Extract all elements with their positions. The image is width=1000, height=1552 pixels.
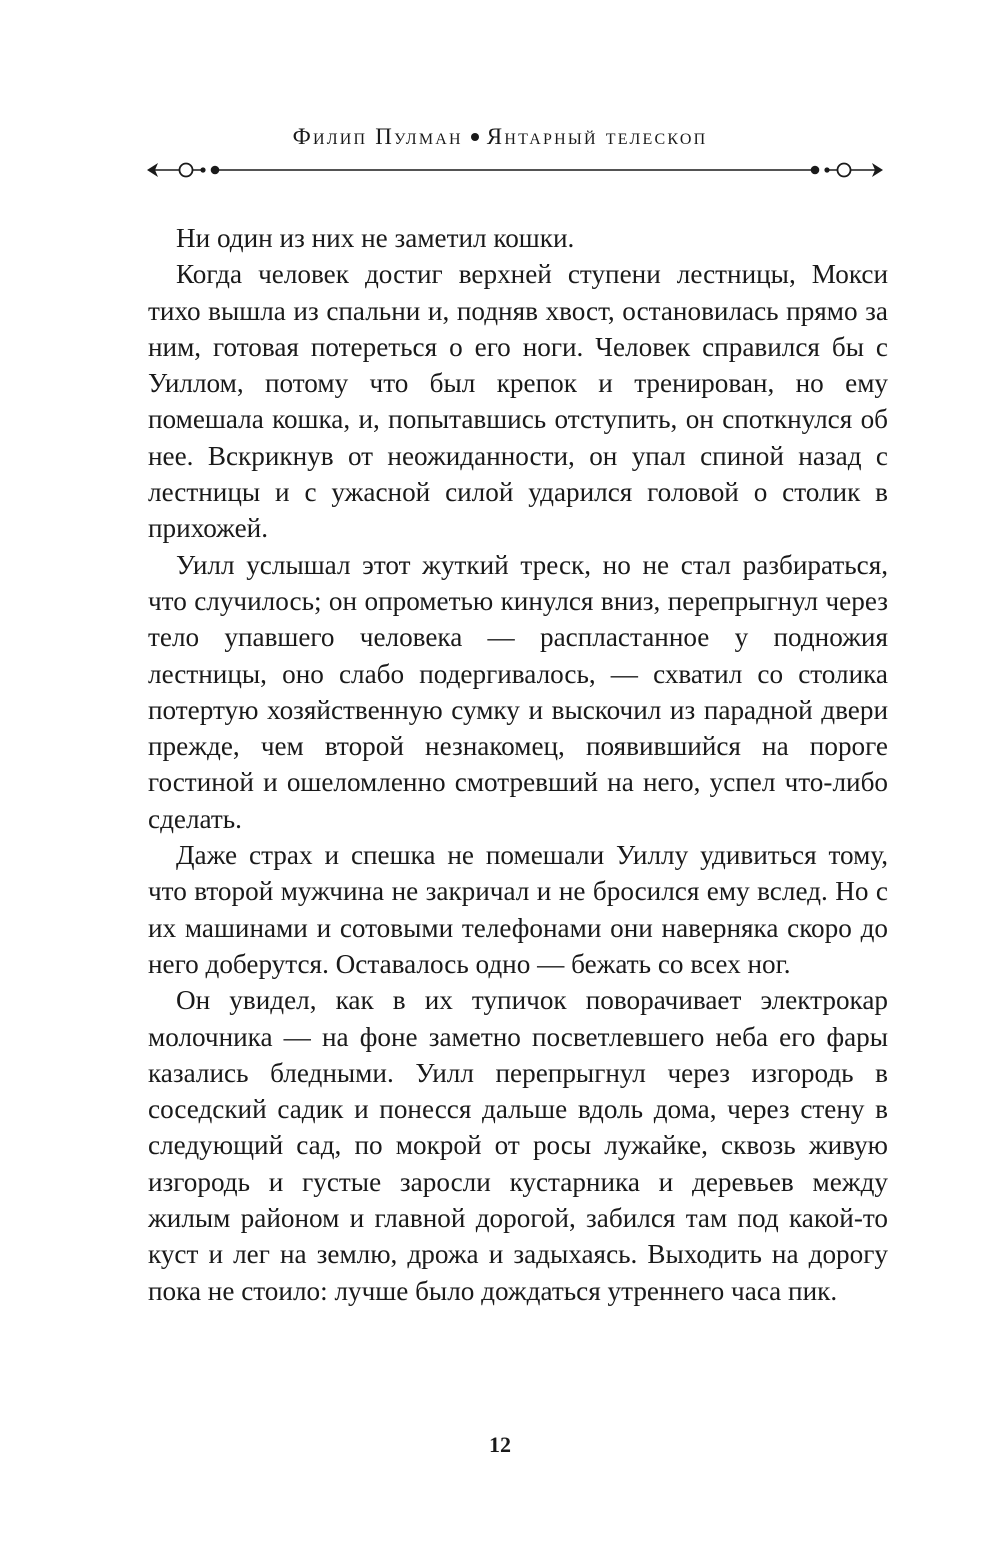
paragraph-1: Ни один из них не заметил кошки.	[176, 223, 575, 253]
bullet-separator-icon	[471, 133, 479, 141]
header-author: Филип Пулман	[292, 124, 463, 149]
right-ornament-icon	[811, 163, 883, 177]
header-book-title: Янтарный телескоп	[486, 124, 708, 149]
running-head	[0, 124, 1000, 150]
header-ornament-rule	[145, 158, 885, 182]
paragraph-4: Даже страх и спешка не помешали Уиллу удивиться тому, что второй мужчина не закричал и не бросился ему вслед. Но с их машинами и сотовыми телефонами они наверняка скоро до него доберутся. Оставалось одно — бежать со всех ног.	[148, 840, 888, 979]
body-text	[148, 220, 888, 1309]
left-ornament-icon	[147, 163, 219, 177]
paragraph-2: Когда человек достиг верхней ступени лестницы, Мокси тихо вышла из спальни и, подняв хвост, остановилась прямо за ним, готовая потереться о его ноги. Человек справился бы с Уиллом, потому что был крепок и тренирован, но ему помешала кошка, и, попытавшись отступить, он споткнулся об нее. Вскрикнув от неожиданности, он упал спиной назад с лестницы и с ужасной силой ударился головой о столик в прихожей.	[148, 259, 888, 544]
paragraph-5: Он увидел, как в их тупичок поворачивает электрокар молочника — на фоне заметно посветлевшего неба его фары казались бледными. Уилл перепрыгнул через изгородь в соседский садик и понесся дальше вдоль дома, через стену в следующий сад, по мокрой от росы лужайке, сквозь живую изгородь и густые заросли кустарника и деревьев между жилым районом и главной дорогой, забился там под какой-то куст и лег на землю, дрожа и задыхаясь. Выходить на дорогу пока не стоило: лучше было дождаться утреннего часа пик.	[148, 985, 888, 1306]
paragraph-3: Уилл услышал этот жуткий треск, но не стал разбираться, что случилось; он опрометью кинулся вниз, перепрыгнул через тело упавшего человека — распластанное у подножия лестницы, оно слабо подергивалось, — схватил со столика потертую хозяйственную сумку и выскочил из парадной двери прежде, чем второй незнакомец, появившийся на пороге гостиной и ошеломленно смотревший на него, успел что-либо сделать.	[148, 549, 888, 834]
page-number: 12	[489, 1432, 511, 1457]
